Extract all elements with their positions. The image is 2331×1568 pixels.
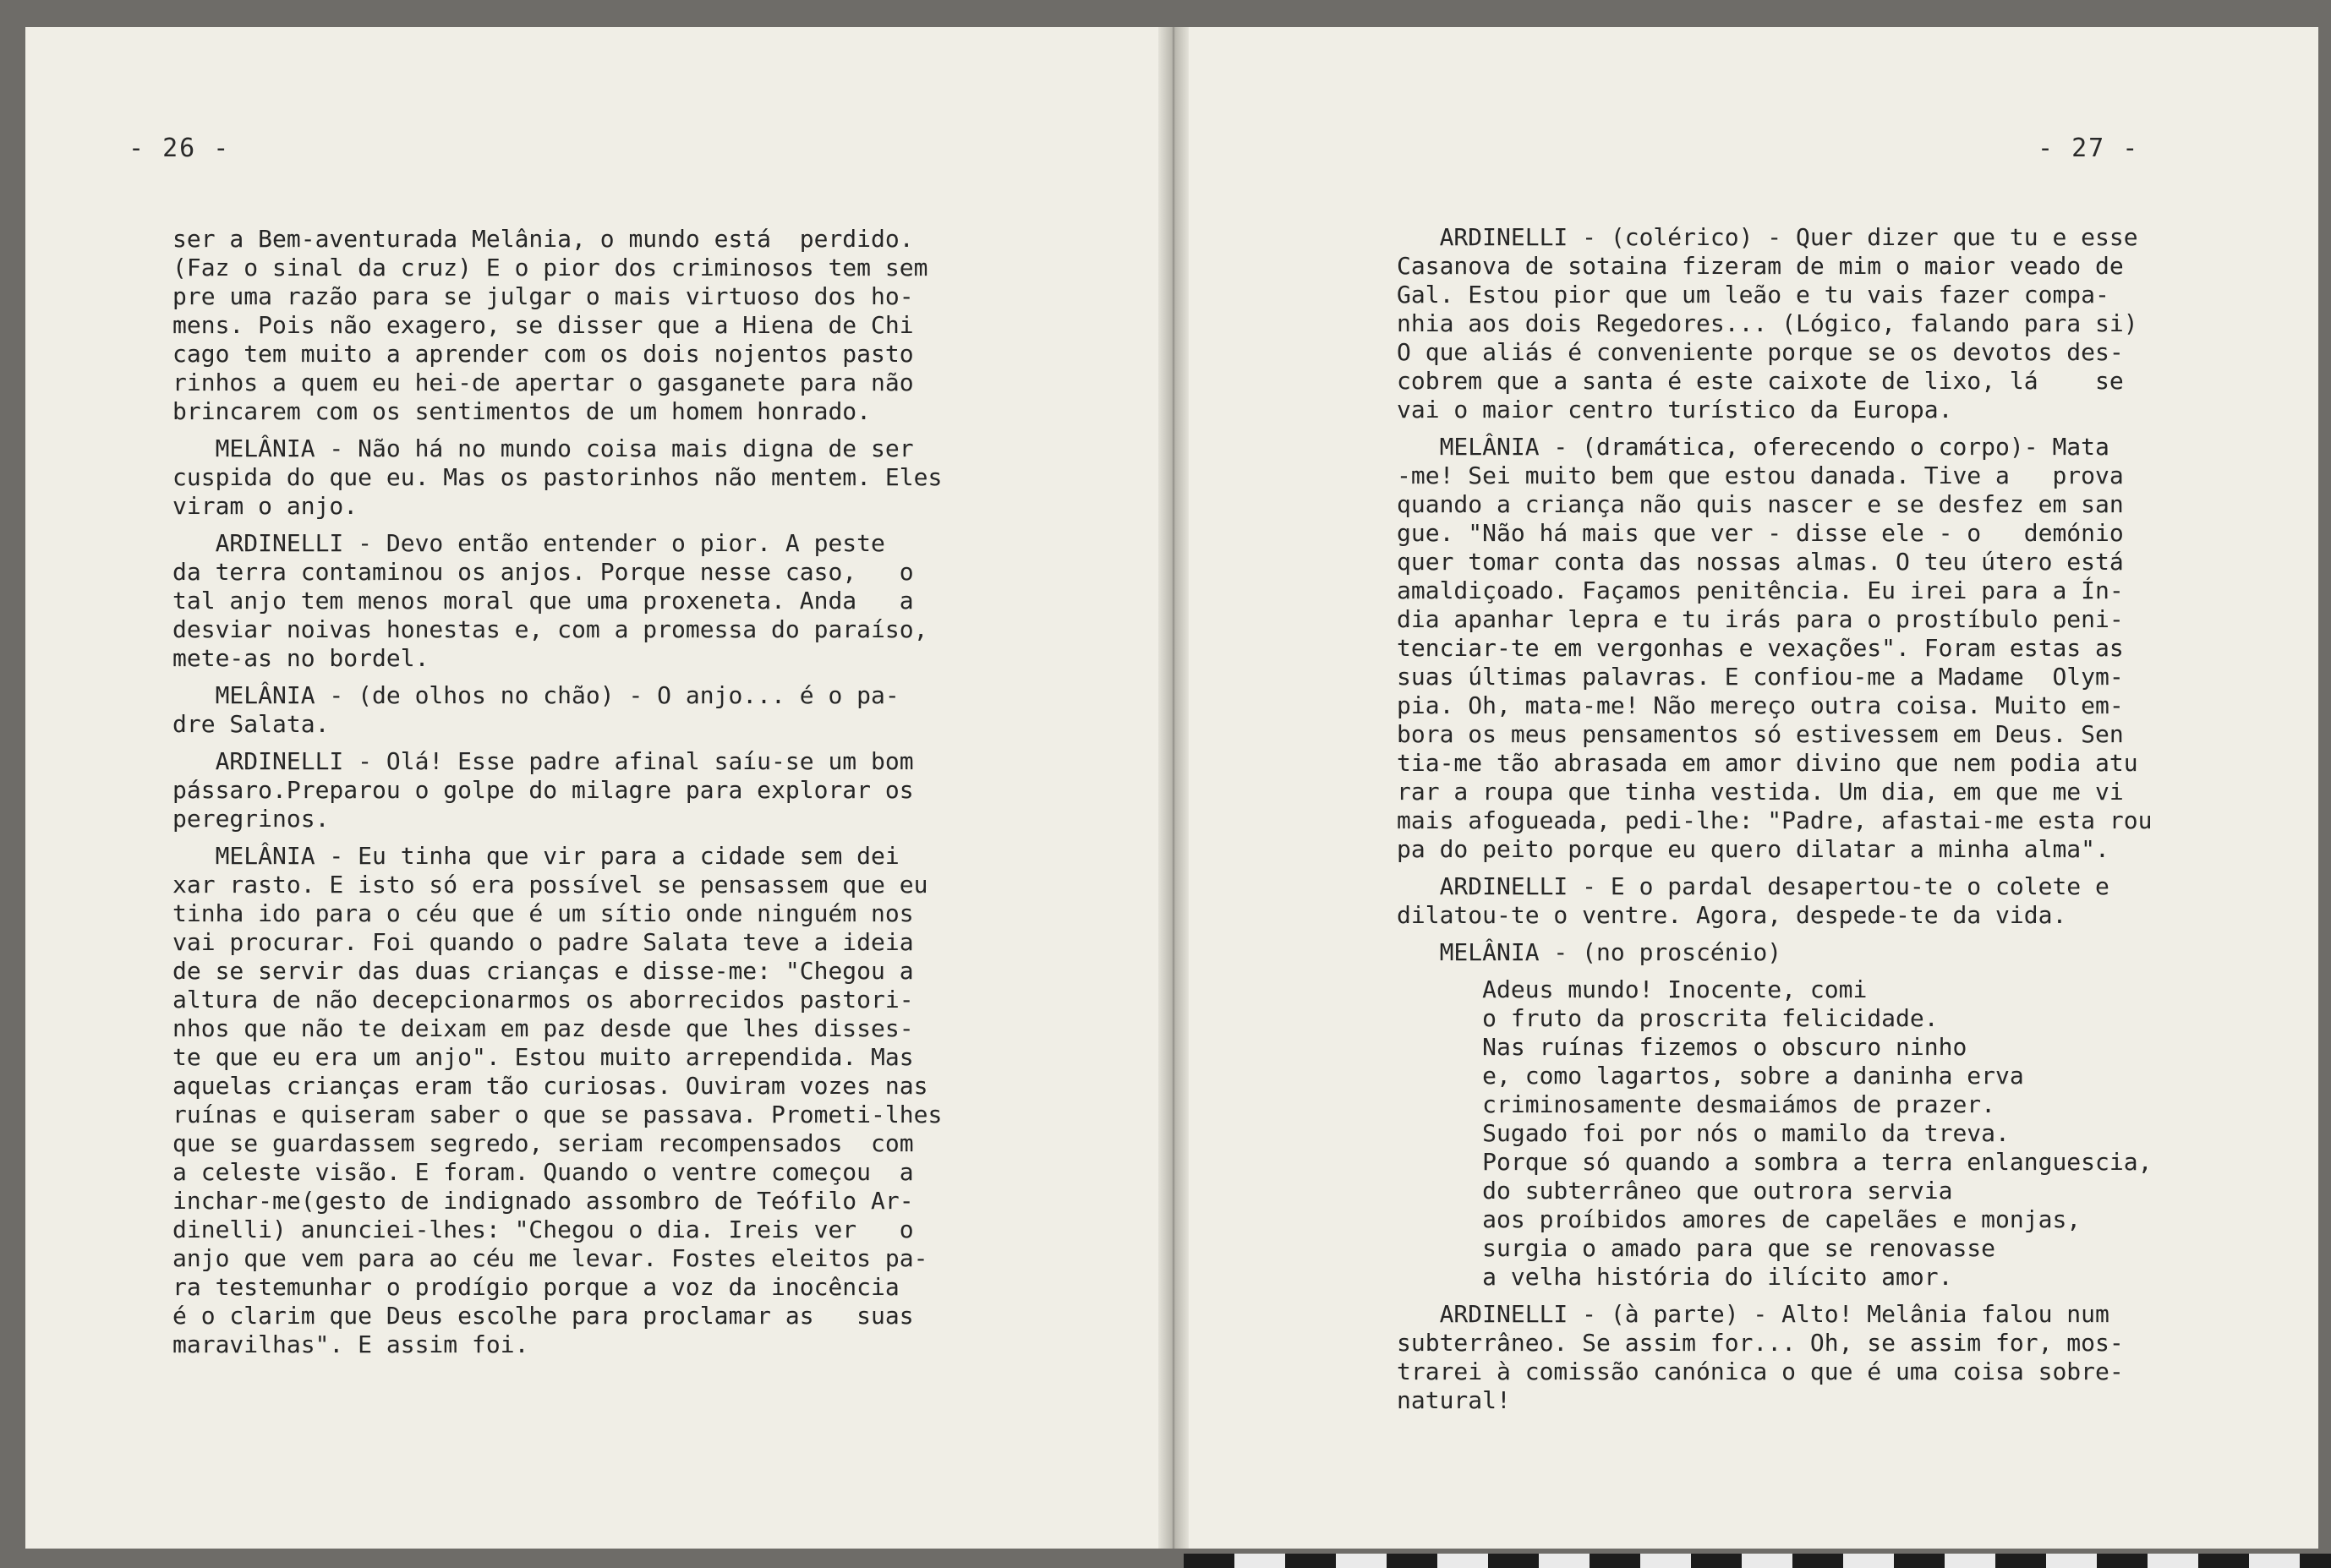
text-line: trarei à comissão canónica o que é uma coisa sobre- — [1397, 1358, 2124, 1385]
text-line: Gal. Estou pior que um leão e tu vais fazer compa- — [1397, 281, 2109, 309]
text-line: bora os meus pensamentos só estivessem em Deus. Sen — [1397, 720, 2124, 748]
text-line — [1397, 864, 2242, 872]
text-line: O que aliás é conveniente porque se os devotos des- — [1397, 338, 2124, 366]
text-line: anjo que vem para ao céu me levar. Fostes eleitos pa- — [172, 1244, 928, 1272]
text-line: surgia o amado para que se renovasse — [1397, 1234, 1996, 1262]
text-line — [1397, 424, 2242, 433]
text-line: mais afogueada, pedi-lhe: "Padre, afastai-me esta rou — [1397, 806, 2153, 834]
text-line: tia-me tão abrasada em amor divino que nem podia atu — [1397, 749, 2138, 777]
text-line: de se servir das duas crianças e disse-me: "Chegou a — [172, 957, 914, 985]
text-line: a celeste visão. E foram. Quando o ventre começou a — [172, 1158, 914, 1186]
text-line: natural! — [1397, 1386, 1511, 1414]
text-line: cobrem que a santa é este caixote de lixo, lá se — [1397, 367, 2124, 395]
text-line: Nas ruínas fizemos o obscuro ninho — [1397, 1033, 1967, 1061]
text-line — [172, 833, 1018, 842]
text-line: quer tomar conta das nossas almas. O teu útero está — [1397, 548, 2124, 576]
text-line: tenciar-te em vergonhas e vexações". Foram estas as — [1397, 634, 2124, 662]
text-line: aquelas crianças eram tão curiosas. Ouviram vozes nas — [172, 1072, 928, 1100]
text-line: criminosamente desmaiámos de prazer. — [1397, 1090, 1996, 1118]
text-line: cago tem muito a aprender com os dois nojentos pasto — [172, 340, 914, 368]
text-line: -me! Sei muito bem que estou danada. Tive a prova — [1397, 462, 2124, 489]
text-line: pia. Oh, mata-me! Não mereço outra coisa. Muito em- — [1397, 691, 2124, 719]
text-line: o fruto da proscrita felicidade. — [1397, 1004, 1939, 1032]
right-page-number: - 27 - — [2038, 134, 2140, 163]
text-line: subterrâneo. Se assim for... Oh, se assim for, mos- — [1397, 1329, 2124, 1357]
text-line: MELÂNIA - Eu tinha que vir para a cidade sem dei — [172, 842, 900, 870]
text-line: dilatou-te o ventre. Agora, despede-te da vida. — [1397, 901, 2067, 929]
book-gutter — [1158, 27, 1189, 1549]
text-line: ARDINELLI - E o pardal desapertou-te o colete e — [1397, 872, 2109, 900]
text-line — [172, 739, 1018, 747]
text-line: tal anjo tem menos moral que uma proxeneta. Anda a — [172, 587, 914, 615]
text-line: rar a roupa que tinha vestida. Um dia, em que me vi — [1397, 778, 2124, 806]
text-line — [1397, 1292, 2242, 1300]
text-line: Casanova de sotaina fizeram de mim o maior veado de — [1397, 252, 2124, 280]
text-line: é o clarim que Deus escolhe para proclamar as suas — [172, 1302, 914, 1330]
text-line: mete-as no bordel. — [172, 644, 430, 672]
text-line: inchar-me(gesto de indignado assombro de Teófilo Ar- — [172, 1187, 914, 1215]
text-line: viram o anjo. — [172, 492, 358, 520]
text-line: vai procurar. Foi quando o padre Salata teve a ideia — [172, 928, 914, 956]
text-line: que se guardassem segredo, seriam recompensados com — [172, 1129, 914, 1157]
left-page-text — [172, 225, 1018, 1359]
text-line: suas últimas palavras. E confiou-me a Madame Olym- — [1397, 663, 2124, 691]
text-line: xar rasto. E isto só era possível se pensassem que eu — [172, 871, 928, 899]
text-line: dre Salata. — [172, 710, 330, 738]
text-line — [172, 521, 1018, 529]
text-line: desviar noivas honestas e, com a promessa do paraíso, — [172, 615, 928, 643]
text-line: ra testemunhar o prodígio porque a voz da inocência — [172, 1273, 900, 1301]
text-line: tinha ido para o céu que é um sítio onde ninguém nos — [172, 899, 914, 927]
right-page-text — [1397, 223, 2242, 1415]
text-line: ruínas e quiseram saber o que se passava. Prometi-lhes — [172, 1101, 943, 1128]
text-line: pre uma razão para se julgar o mais virtuoso dos ho- — [172, 282, 914, 310]
text-line — [1397, 967, 2242, 975]
text-line: te que eu era um anjo". Estou muito arrependida. Mas — [172, 1043, 914, 1071]
text-line: MELÂNIA - (de olhos no chão) - O anjo... é o pa- — [172, 681, 900, 709]
text-line: da terra contaminou os anjos. Porque nesse caso, o — [172, 558, 914, 586]
text-line: maravilhas". E assim foi. — [172, 1330, 529, 1358]
text-line: ARDINELLI - (colérico) - Quer dizer que tu e esse — [1397, 223, 2138, 251]
text-line: ARDINELLI - (à parte) - Alto! Melânia falou num — [1397, 1300, 2109, 1328]
text-line: ser a Bem-aventurada Melânia, o mundo está perdido. — [172, 225, 914, 253]
text-line: vai o maior centro turístico da Europa. — [1397, 396, 1953, 423]
text-line: ARDINELLI - Olá! Esse padre afinal saíu-se um bom — [172, 747, 914, 775]
text-line: cuspida do que eu. Mas os pastorinhos não mentem. Eles — [172, 463, 943, 491]
text-line: aos proíbidos amores de capelães e monjas, — [1397, 1205, 2082, 1233]
text-line: a velha história do ilícito amor. — [1397, 1263, 1953, 1291]
text-line: Adeus mundo! Inocente, comi — [1397, 975, 1868, 1003]
text-line: brincarem com os sentimentos de um homem honrado. — [172, 397, 872, 425]
text-line: mens. Pois não exagero, se disser que a Hiena de Chi — [172, 311, 914, 339]
text-line — [1397, 930, 2242, 938]
text-line: peregrinos. — [172, 805, 330, 833]
text-line: dinelli) anunciei-lhes: "Chegou o dia. Ireis ver o — [172, 1216, 914, 1243]
text-line: MELÂNIA - (no proscénio) — [1397, 938, 1782, 966]
left-page-number: - 26 - — [129, 134, 231, 163]
text-line: dia apanhar lepra e tu irás para o prostíbulo peni- — [1397, 605, 2124, 633]
text-line: do subterrâneo que outrora servia — [1397, 1177, 1953, 1205]
text-line: ARDINELLI - Devo então entender o pior. A peste — [172, 529, 885, 557]
text-line: nhos que não te deixam em paz desde que lhes disses- — [172, 1014, 914, 1042]
text-line: amaldiçoado. Façamos penitência. Eu irei para a Ín- — [1397, 576, 2124, 604]
text-line: Sugado foi por nós o mamilo da treva. — [1397, 1119, 2010, 1147]
text-line: altura de não decepcionarmos os aborrecidos pastori- — [172, 986, 914, 1013]
text-line: MELÂNIA - Não há no mundo coisa mais digna de ser — [172, 434, 914, 462]
text-line: pássaro.Preparou o golpe do milagre para explorar os — [172, 776, 914, 804]
text-line — [172, 673, 1018, 681]
text-line: gue. "Não há mais que ver - disse ele - o demónio — [1397, 519, 2124, 547]
text-line: rinhos a quem eu hei-de apertar o gasganete para não — [172, 369, 914, 396]
text-line: (Faz o sinal da cruz) E o pior dos criminosos tem sem — [172, 254, 928, 281]
text-line: e, como lagartos, sobre a daninha erva — [1397, 1062, 2024, 1090]
text-line — [172, 426, 1018, 434]
scale-ruler — [1184, 1554, 2331, 1568]
text-line: nhia aos dois Regedores... (Lógico, falando para si) — [1397, 309, 2138, 337]
text-line: quando a criança não quis nascer e se desfez em san — [1397, 490, 2124, 518]
text-line: MELÂNIA - (dramática, oferecendo o corpo)- Mata — [1397, 433, 2109, 461]
text-line: pa do peito porque eu quero dilatar a minha alma". — [1397, 835, 2109, 863]
text-line: Porque só quando a sombra a terra enlanguescia, — [1397, 1148, 2153, 1176]
